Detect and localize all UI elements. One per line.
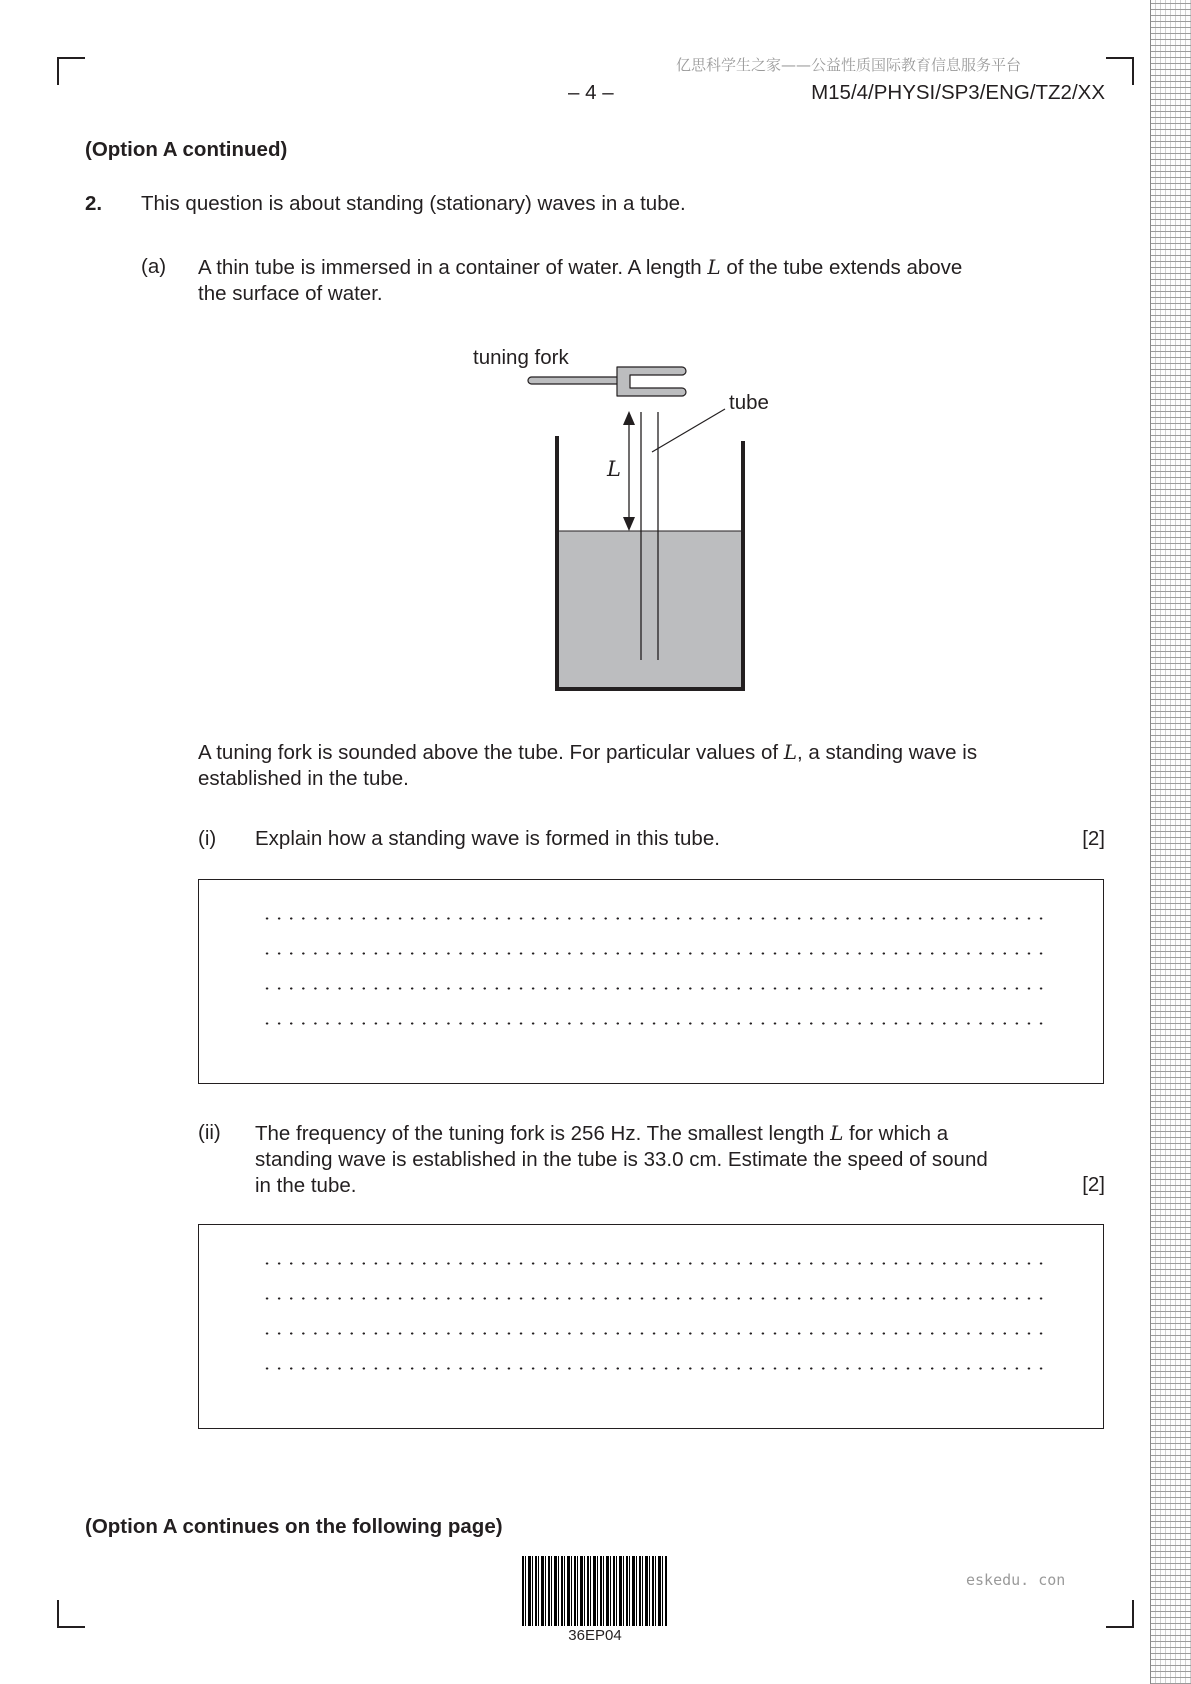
answer-line-2	[261, 952, 1051, 955]
tuning-fork-handle	[528, 377, 620, 384]
label-tube: tube	[729, 391, 769, 414]
tuning-fork	[528, 367, 686, 396]
answer-box-part-i[interactable]	[198, 879, 1104, 1084]
label-tuning-fork: tuning fork	[473, 346, 569, 369]
context-line-1: A tuning fork is sounded above the tube. For particular values of L, a standing wave is	[198, 740, 978, 764]
option-continues-footer: (Option A continues on the following page)	[85, 1515, 503, 1538]
variable-L: L	[830, 1121, 844, 1145]
part-a-line-1: A thin tube is immersed in a container of water. A length L of the tube extends above	[198, 255, 963, 279]
label-L: L	[607, 457, 621, 481]
paper-code: M15/4/PHYSI/SP3/ENG/TZ2/XX	[811, 81, 1105, 104]
barcode-text: 36EP04	[568, 1627, 622, 1644]
answer-line-1	[261, 917, 1051, 920]
page-number: – 4 –	[568, 81, 614, 104]
length-arrow-head-down	[623, 517, 635, 531]
option-continued-heading: (Option A continued)	[85, 138, 288, 161]
answer-line-4	[261, 1367, 1051, 1370]
context-text	[198, 739, 1098, 792]
variable-L: L	[707, 255, 721, 279]
part-ii-line-2: standing wave is established in the tube is 33.0 cm. Estimate the speed of sound	[255, 1148, 988, 1171]
part-i-text: Explain how a standing wave is formed in this tube.	[255, 827, 720, 850]
question-stem: This question is about standing (stationary) waves in a tube.	[141, 192, 686, 215]
context-line-2: established in the tube.	[198, 767, 409, 790]
answer-line-3	[261, 1332, 1051, 1335]
site-watermark: eskedu. con	[966, 1571, 1066, 1589]
part-ii-text	[255, 1120, 1055, 1199]
answer-line-4	[261, 1022, 1051, 1025]
part-ii-line-3: in the tube.	[255, 1174, 357, 1197]
answer-line-2	[261, 1297, 1051, 1300]
part-i-label: (i)	[198, 827, 217, 850]
barcode	[522, 1556, 668, 1626]
question-number: 2.	[85, 192, 103, 215]
tuning-fork-prongs	[617, 367, 686, 396]
tube-leader-line	[652, 409, 725, 452]
part-ii-marks: [2]	[1082, 1173, 1105, 1196]
part-a-label: (a)	[141, 255, 167, 278]
water-fill	[557, 531, 742, 687]
watermark-header: 亿思科学生之家——公益性质国际教育信息服务平台	[676, 56, 1022, 74]
length-arrow-head-up	[623, 411, 635, 425]
answer-line-3	[261, 987, 1051, 990]
part-ii-line-1: The frequency of the tuning fork is 256 Hz. The smallest length L for which a	[255, 1121, 949, 1145]
part-i-marks: [2]	[1082, 827, 1105, 850]
answer-line-1	[261, 1262, 1051, 1265]
variable-L: L	[783, 740, 798, 764]
part-a-line-2: the surface of water.	[198, 282, 383, 305]
part-ii-label: (ii)	[198, 1121, 221, 1144]
answer-box-part-ii[interactable]	[198, 1224, 1104, 1429]
